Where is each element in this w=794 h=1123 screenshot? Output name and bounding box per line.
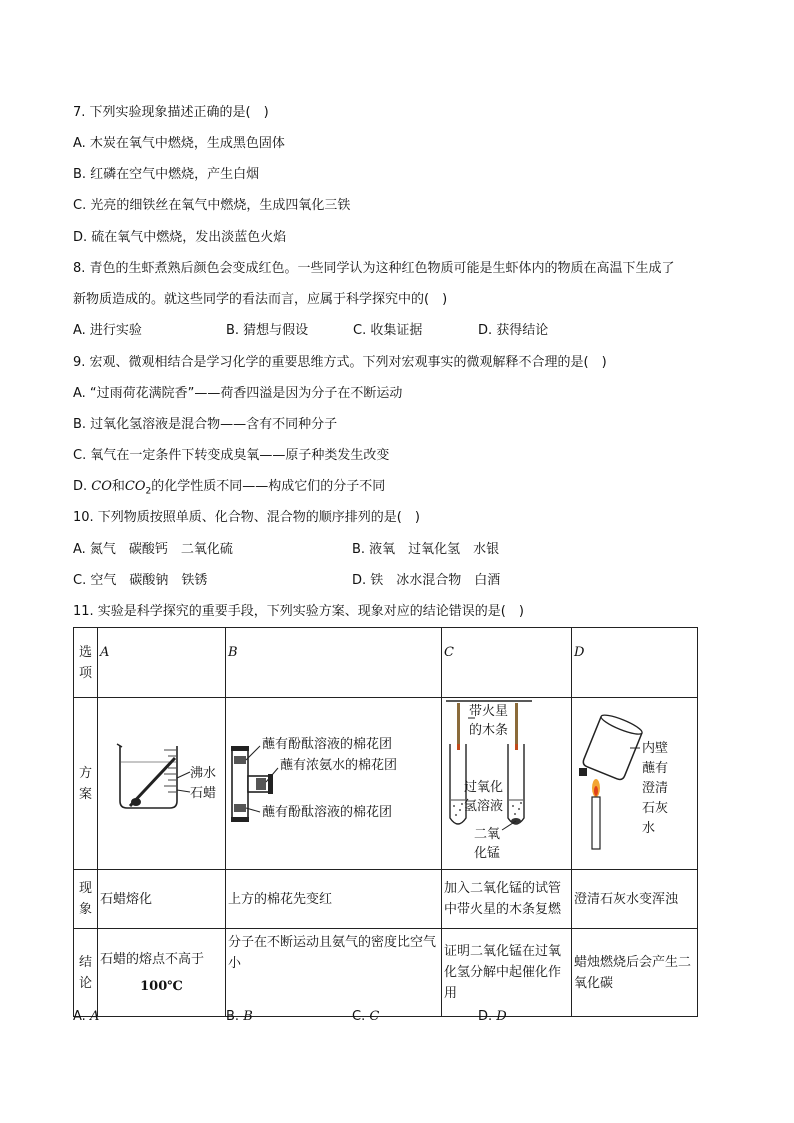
label-lime: 石灰 [642, 801, 669, 816]
q10-option-a: A. 氮气 碳酸钙 二氧化硫 [73, 542, 233, 557]
label-ammonia: 蘸有浓氨水的棉花团 [280, 758, 398, 773]
conclusion-b: 分子在不断运动且氨气的密度比空气小 [226, 929, 442, 1017]
col-header-b: B [226, 628, 442, 698]
beaker-illustration [98, 698, 225, 869]
q7-stem: 7. 下列实验现象描述正确的是( ) [73, 105, 269, 120]
q11-option-b: B. B [226, 1009, 253, 1024]
q10-stem: 10. 下列物质按照单质、化合物、混合物的顺序排列的是( ) [73, 510, 420, 525]
q8-stem-line1: 8. 青色的生虾煮熟后颜色会变成红色。一些同学认为这种红色物质可能是生虾体内的物质在高温下生成了 [73, 261, 675, 276]
q11-table [73, 627, 698, 1017]
figure-d-candle [572, 698, 698, 870]
label-glowing: 带火星 [469, 704, 509, 719]
conclusion-d: 蜡烛燃烧后会产生二氧化碳 [572, 929, 698, 1017]
label-boiling-water: 沸水 [190, 766, 217, 781]
label-phenolphthalein-top: 蘸有酚酞溶液的棉花团 [262, 737, 393, 752]
q11-option-a: A. A [73, 1009, 100, 1024]
observation-b: 上方的棉花先变红 [226, 870, 442, 929]
q8-option-b: B. 猜想与假设 [226, 323, 309, 338]
candle-beaker-illustration [572, 698, 697, 869]
col-header-c: C [442, 628, 572, 698]
label-clear: 澄清 [642, 781, 669, 796]
q7-option-b: B. 红磷在空气中燃烧，产生白烟 [73, 167, 260, 182]
q7-option-c: C. 光亮的细铁丝在氧气中燃烧，生成四氧化三铁 [73, 198, 351, 213]
q11-option-d: D. D [478, 1009, 507, 1024]
q8-option-d: D. 获得结论 [478, 323, 549, 338]
figure-a-beaker [98, 698, 226, 870]
q8-option-a: A. 进行实验 [73, 323, 142, 338]
label-h2o2-1: 过氧化 [464, 780, 504, 795]
label-water: 水 [642, 821, 656, 836]
figure-c-test-tubes [442, 698, 572, 870]
observation-c: 加入二氧化锰的试管中带火星的木条复燃 [442, 870, 572, 929]
q9-stem: 9. 宏观、微观相结合是学习化学的重要思维方式。下列对宏观事实的微观解释不合理的是( ) [73, 355, 607, 370]
q9-option-c: C. 氧气在一定条件下转变成臭氧——原子种类发生改变 [73, 448, 390, 463]
row-label-plan: 方 案 [74, 698, 98, 870]
q11-stem: 11. 实验是科学探究的重要手段，下列实验方案、现象对应的结论错误的是( ) [73, 604, 524, 619]
conclusion-c: 证明二氧化锰在过氧化氢分解中起催化作用 [442, 929, 572, 1017]
q10-option-b: B. 液氧 过氧化氢 水银 [352, 542, 500, 557]
label-phenolphthalein-bottom: 蘸有酚酞溶液的棉花团 [262, 805, 393, 820]
observation-d: 澄清石灰水变浑浊 [572, 870, 698, 929]
label-h2o2-2: 氢溶液 [464, 799, 504, 814]
col-header-d: D [572, 628, 698, 698]
label-mno2-1: 二氧 [474, 827, 501, 842]
label-splint: 的木条 [469, 723, 509, 738]
label-mno2-2: 化锰 [474, 846, 501, 861]
q7-option-d: D. 硫在氧气中燃烧，发出淡蓝色火焰 [73, 230, 287, 245]
ammonia-tube-illustration [226, 698, 441, 869]
q11-figure-row [74, 698, 698, 870]
q11-header-row [74, 628, 698, 698]
q7-option-a: A. 木炭在氧气中燃烧，生成黑色固体 [73, 136, 285, 151]
col-header-a: A [98, 628, 226, 698]
label-inner-wall: 内壁 [642, 741, 669, 756]
q8-option-c: C. 收集证据 [353, 323, 423, 338]
row-label-observe: 现 象 [74, 870, 98, 929]
label-coated: 蘸有 [642, 761, 669, 776]
q8-stem-line2: 新物质造成的。就这些同学的看法而言，应属于科学探究中的( ) [73, 292, 448, 307]
row-label-conclude: 结 论 [74, 929, 98, 1017]
q9-option-b: B. 过氧化氢溶液是混合物——含有不同种分子 [73, 417, 338, 432]
figure-b-tube [226, 698, 442, 870]
q10-option-c: C. 空气 碳酸钠 铁锈 [73, 573, 208, 588]
row-label-option: 选 项 [74, 628, 98, 698]
label-paraffin: 石蜡 [190, 786, 217, 801]
q9-option-a: A. “过雨荷花满院香”——荷香四溢是因为分子在不断运动 [73, 386, 403, 401]
test-tubes-illustration [442, 698, 571, 869]
q11-option-c: C. C [352, 1009, 380, 1024]
q9-option-d: D. CO和$CO_2$的化学性质不同——构成它们的分子不同 [73, 479, 386, 497]
observation-a: 石蜡熔化 [98, 870, 226, 929]
q10-option-d: D. 铁 冰水混合物 白酒 [352, 573, 501, 588]
q11-conclusion-row [74, 929, 698, 1017]
conclusion-a: 石蜡的熔点不高于 100℃ [98, 929, 226, 1017]
q11-observation-row [74, 870, 698, 929]
